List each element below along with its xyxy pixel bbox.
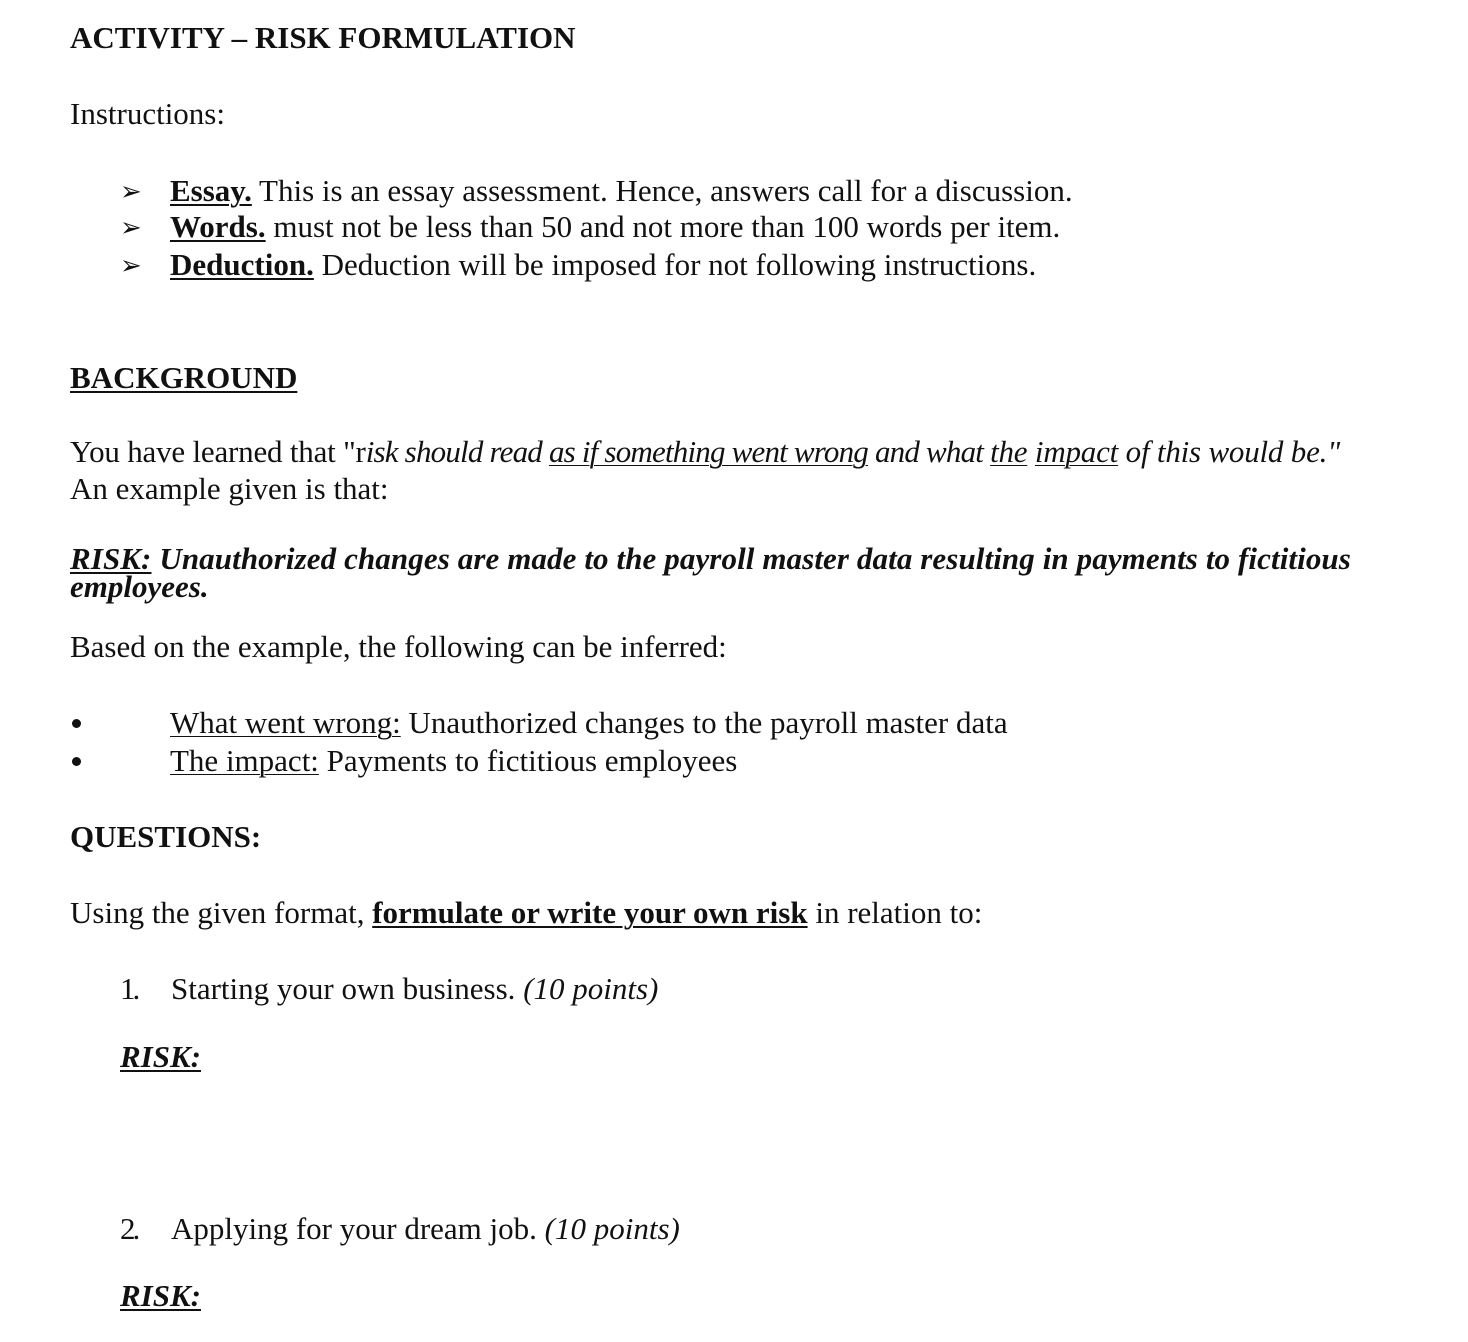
question-prompt: Starting your own business.: [171, 971, 524, 1006]
questions-intro-text: Using the given format,: [70, 895, 373, 930]
questions-intro: [70, 895, 982, 931]
question-number: 1.: [120, 971, 138, 1006]
bullet-dot-icon: [72, 757, 81, 766]
inferred-item: [170, 705, 1008, 741]
risk-text: Unauthorized changes are made to the payroll master data resulting in payments to fictitious: [151, 541, 1351, 576]
example-risk-statement-cont: employees.: [70, 569, 209, 604]
instruction-item: [170, 209, 1060, 245]
background-underlined-text: as if something went wrong: [548, 434, 869, 469]
answer-risk-label: RISK:: [120, 1039, 201, 1074]
instruction-text: Deduction will be imposed for not following instructions.: [313, 247, 1037, 282]
question-points: (10 points): [523, 971, 659, 1006]
instruction-term: Words.: [170, 209, 266, 244]
instruction-item: [170, 173, 1073, 209]
questions-heading: QUESTIONS:: [70, 819, 262, 854]
question-points: (10 points): [544, 1211, 680, 1246]
background-italic-text: isk should read: [365, 434, 549, 469]
risk-label: RISK:: [70, 541, 152, 576]
background-italic-text: and what: [868, 434, 991, 469]
example-risk-statement: [70, 541, 1351, 577]
inferred-text: Unauthorized changes to the payroll master data: [400, 705, 1008, 740]
background-text: You have learned that "r: [70, 434, 366, 469]
arrow-bullet-icon: ➢: [120, 213, 142, 242]
question-number: 2.: [120, 1211, 138, 1246]
background-italic-text: of this would be.": [1118, 434, 1341, 469]
instruction-text: This is an essay assessment. Hence, answers call for a discussion.: [251, 173, 1073, 208]
page-title: ACTIVITY – RISK FORMULATION: [70, 20, 576, 55]
background-underlined-text: impact: [1034, 434, 1119, 469]
question-prompt: Applying for your dream job.: [171, 1211, 545, 1246]
inferred-term: What went wrong:: [170, 705, 401, 740]
questions-intro-emphasis: formulate or write your own risk: [372, 895, 808, 930]
inferred-term: The impact:: [170, 743, 319, 778]
background-heading: BACKGROUND: [70, 360, 298, 395]
question-text: [171, 971, 658, 1007]
instructions-label: Instructions:: [70, 96, 225, 131]
background-paragraph-line1: [70, 434, 1340, 470]
answer-risk-label: RISK:: [120, 1278, 201, 1313]
instruction-term: Essay.: [170, 173, 252, 208]
inferred-intro: Based on the example, the following can be inferred:: [70, 629, 727, 664]
background-underlined-text: the: [990, 434, 1028, 469]
instruction-item: [170, 247, 1036, 283]
question-text: [171, 1211, 680, 1247]
inferred-text: Payments to fictitious employees: [318, 743, 738, 778]
instruction-term: Deduction.: [170, 247, 314, 282]
arrow-bullet-icon: ➢: [120, 177, 142, 206]
bullet-dot-icon: [72, 719, 81, 728]
arrow-bullet-icon: ➢: [120, 251, 142, 280]
instruction-text: must not be less than 50 and not more than 100 words per item.: [265, 209, 1061, 244]
background-paragraph-line2: An example given is that:: [70, 471, 389, 506]
inferred-item: [170, 743, 737, 779]
questions-intro-text: in relation to:: [807, 895, 983, 930]
